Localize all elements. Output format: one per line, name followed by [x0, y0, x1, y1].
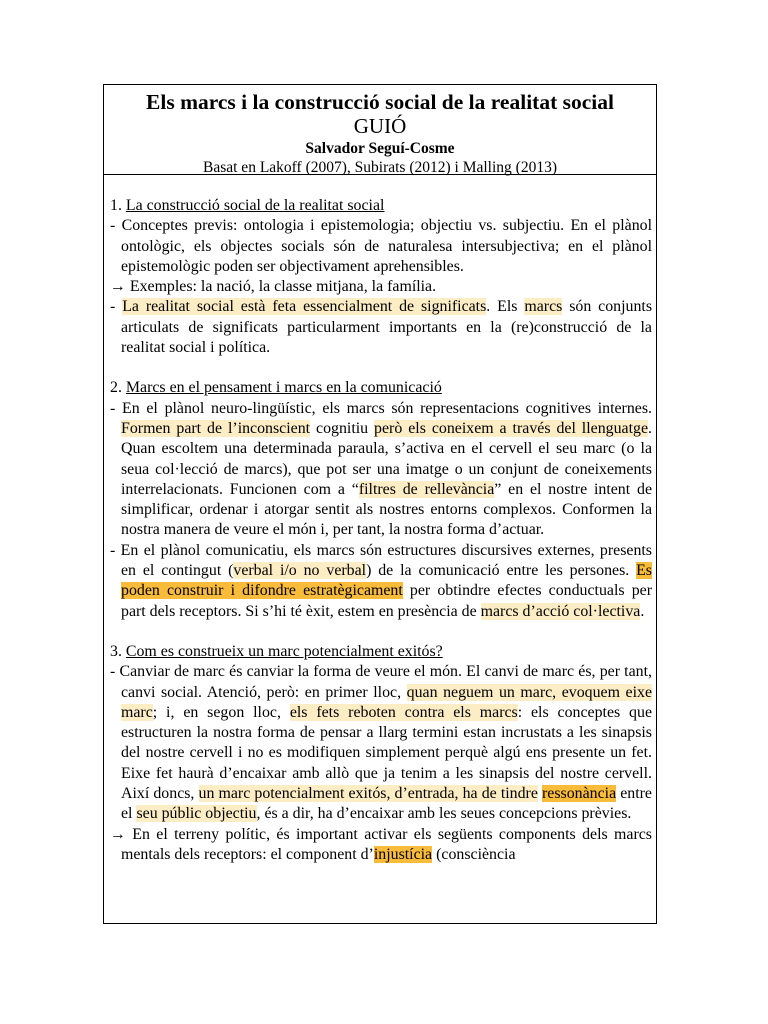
section-number: 3.	[110, 642, 126, 660]
paragraph: - La realitat social està feta essencialment de significats. Els marcs són conjunts articulats de significats particularment importants en la (re)construcció de la realitat social i política.	[110, 298, 653, 357]
strong-highlight: Es poden construir i difondre estratègicament	[121, 562, 652, 600]
document-frame	[103, 84, 657, 924]
section-2-title	[110, 378, 652, 398]
highlight: marcs d’acció col·lectiva	[480, 602, 641, 620]
paragraph: - En el plànol comunicatiu, els marcs són estructures discursives externes, presents en el contingut (verbal i/o no verbal) de la comunicació entre les persones. Es poden construir i difondre estratègicament per obtindre efectes conductuals per part dels receptors. Si s’hi té èxit, estem en presència de marcs d’acció col·lectiva.	[110, 541, 652, 620]
strong-highlight: injustícia	[373, 845, 433, 863]
section-number: 1.	[110, 197, 126, 214]
highlight: filtres de rellevància	[358, 480, 495, 498]
paragraph: - Canviar de marc és canviar la forma de veure el món. El canvi de marc és, per tant, canvi social. Atenció, però: en primer lloc, quan neguem un marc, evoquem eixe marc; i, en segon lloc, els fets reboten contra els marcs: els conceptes que estructuren la nostra forma de pensar a llarg termini estan incrustats a les sinapsis del nostre cervell i no es modifiquen simplement perquè algú ens presente un fet. Eixe fet haurà d’encaixar amb allò que ja tenim a les sinapsis del nostre cervell. Així doncs, un marc potencialment exitós, d’entrada, ha de tindre ressonància entre el seu públic objectiu, és a dir, ha d’encaixar amb les seues concepcions prèvies.	[110, 663, 653, 823]
document-author: Salvador Seguí-Cosme	[305, 140, 455, 157]
paragraph: → En el terreny polític, és important activar els següents components dels marcs mentals dels receptors: el component d’injustícia (consciència	[110, 825, 652, 863]
document-basis: Basat en Lakoff (2007), Subirats (2012) i Malling (2013)	[203, 159, 557, 176]
paragraph: - Conceptes previs: ontologia i epistemologia; objectiu vs. subjectiu. En el plànol ontològic, els objectes socials són de naturalesa intersubjectiva; en el plànol epistemològic poden ser objectivament aprehensibles.	[110, 217, 652, 275]
paragraph: → Exemples: la nació, la classe mitjana, la família.	[110, 278, 437, 296]
section-3-title	[110, 642, 652, 662]
document-body	[104, 175, 656, 865]
highlight: La realitat social està feta essencialment de significats	[122, 298, 487, 316]
highlight: seu públic objectiu	[136, 805, 257, 823]
highlight: quan neguem un marc, evoquem eixe marc	[121, 683, 653, 721]
highlight: verbal i/o no verbal	[233, 562, 367, 580]
document-subtitle: GUIÓ	[353, 114, 407, 138]
strong-highlight: ressonància	[542, 785, 617, 803]
section-1-title	[110, 196, 652, 216]
highlight: però els coneixem a través del llenguatge	[374, 419, 648, 437]
section-heading: La construcció social de la realitat social	[125, 197, 385, 214]
highlight: marcs	[524, 298, 563, 316]
highlight: un marc potencialment exitós, d’entrada, ha de tindre	[198, 785, 538, 803]
document-header	[104, 85, 656, 175]
highlight: els fets reboten contra els marcs	[289, 703, 518, 721]
section-number: 2.	[110, 379, 126, 397]
section-heading: Com es construeix un marc potencialment exitós?	[125, 642, 443, 660]
section-heading: Marcs en el pensament i marcs en la comunicació	[125, 379, 442, 397]
document-title: Els marcs i la construcció social de la realitat social	[146, 90, 614, 114]
highlight: Formen part de l’inconscient	[121, 419, 311, 437]
paragraph: - En el plànol neuro-lingüístic, els marcs són representacions cognitives internes. Formen part de l’inconscient cognitiu però els coneixem a través del llenguatge. Quan escoltem una determinada paraula, s’activa en el cervell el seu marc (o la seua col·lecció de marcs), que pot ser una imatge o un conjunt de coneixements interrelacionats. Funcionen com a “filtres de rellevància” en el nostre intent de simplificar, ordenar i atorgar sentit als nostres entorns complexos. Conformen la nostra manera de veure el món i, per tant, la nostra forma d’actuar.	[110, 399, 653, 539]
